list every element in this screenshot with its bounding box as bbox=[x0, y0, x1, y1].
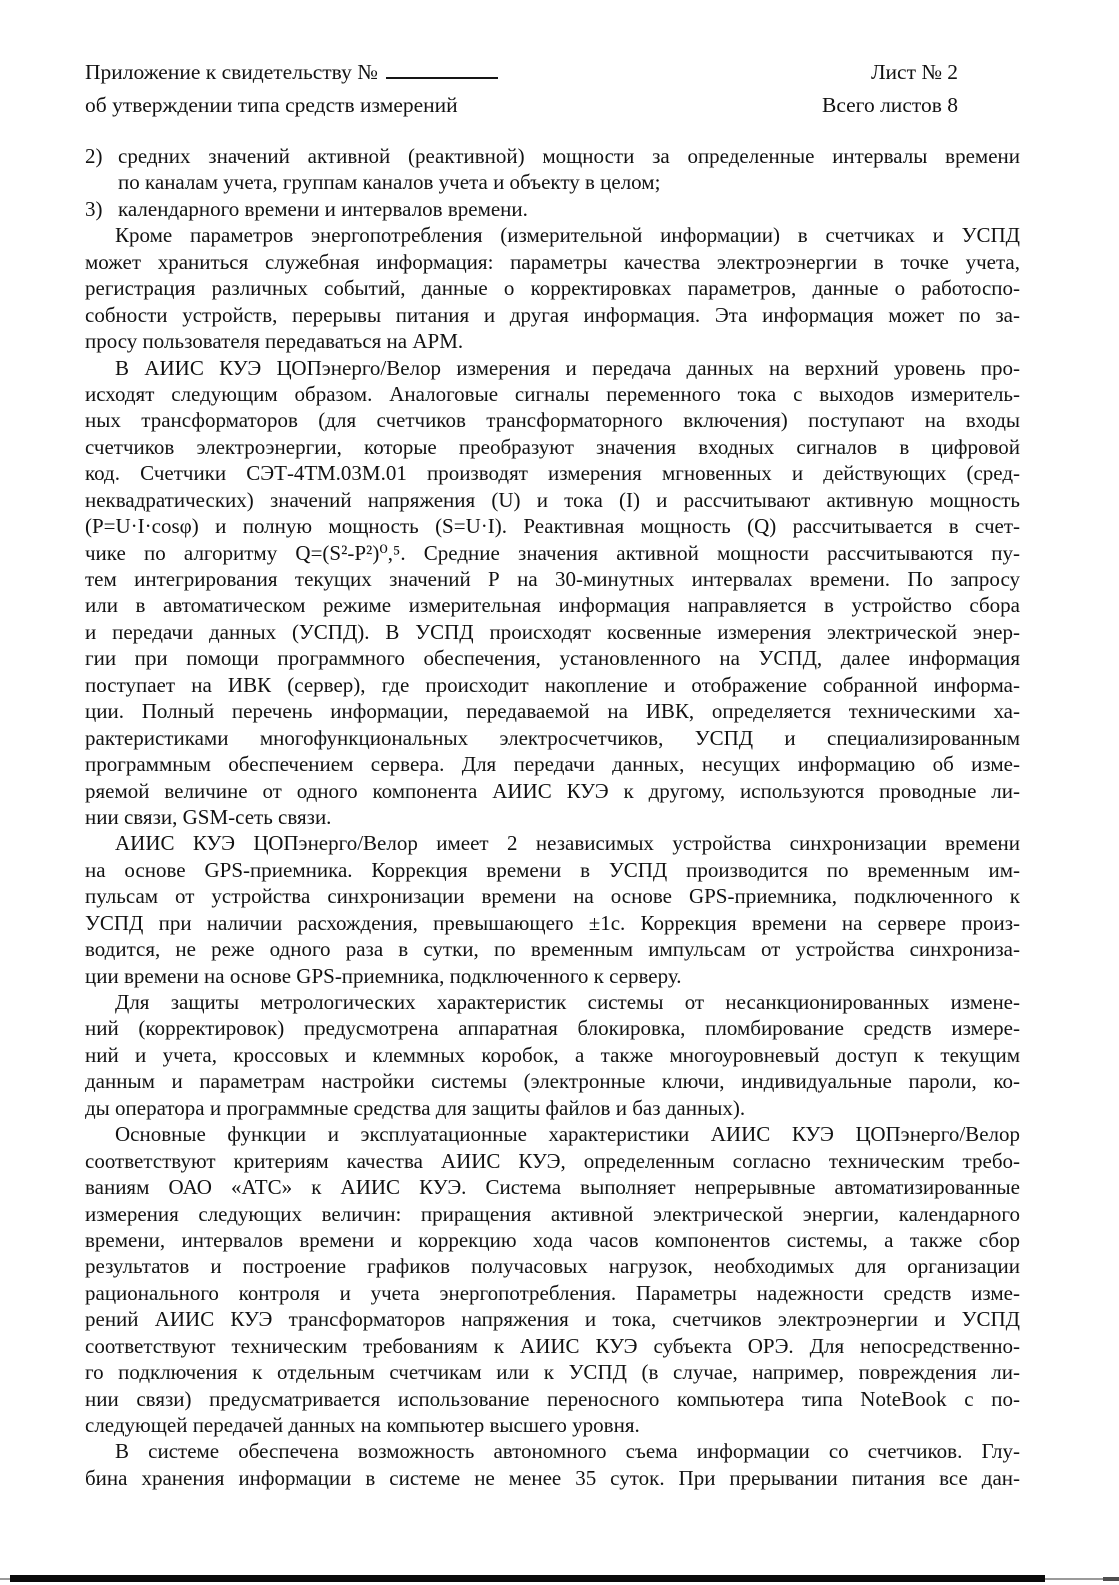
text-line: тем интегрирования текущих значений Р на 30-минутных интервалах времени. По запросу bbox=[85, 567, 1020, 591]
text-line: водится, не реже одного раза в сутки, по временным импульсам от устройства синхрониза- bbox=[85, 937, 1020, 962]
appendix-label: Приложение к свидетельству № bbox=[85, 60, 378, 84]
paragraph bbox=[85, 222, 1020, 354]
text-line: ний и учета, кроссовых и клеммных коробок, а также многоуровневый доступ к текущим bbox=[85, 1042, 1020, 1067]
text-line: (P=U·I·cosφ) и полную мощность (S=U·I). Реактивная мощность (Q) рассчитывается в счет- bbox=[85, 514, 1020, 539]
text-line: ции времени на основе GPS-приемника, подключенного к серверу. bbox=[85, 963, 682, 988]
text-line: собности устройств, перерывы питания и другая информация. Эта информация может по за- bbox=[85, 302, 1020, 327]
text-line: гии при помощи программного обеспечения, установленного на УСПД, далее информация bbox=[85, 646, 1020, 671]
page-header bbox=[85, 56, 1020, 122]
certificate-number-blank bbox=[386, 59, 498, 79]
text-line: средних значений активной (реактивной) мощности за определенные интервалы времени bbox=[118, 144, 1020, 168]
text-line: АИИС КУЭ ЦОПэнерго/Велор имеет 2 независимых устройства синхронизации времени bbox=[115, 831, 1020, 856]
text-line: просу пользователя передаваться на АРМ. bbox=[85, 329, 464, 354]
text-line: В системе обеспечена возможность автономного съема информации со счетчиков. Глу- bbox=[115, 1439, 1020, 1464]
total-sheets: Всего листов 8 bbox=[821, 93, 958, 117]
text-line: поступает на ИВК (сервер), где происходит накопление и отображение собранной информа- bbox=[85, 672, 1020, 697]
text-line: ний (корректировок) предусмотрена аппаратная блокировка, пломбирование средств измере- bbox=[85, 1016, 1020, 1041]
header-appendix-line bbox=[85, 56, 498, 89]
list-item bbox=[85, 196, 1020, 222]
list-marker: 2) bbox=[85, 144, 103, 168]
text-line: Для защиты метрологических характеристик системы от несанкционированных измене- bbox=[115, 990, 1020, 1014]
header-right bbox=[822, 56, 958, 122]
text-line: го подключения к отдельным счетчикам или к УСПД (в случае, например, повреждения ли- bbox=[85, 1360, 1020, 1385]
text-line: неквадратических) значений напряжения (U) и тока (I) и рассчитывают активную мощность bbox=[85, 487, 1020, 512]
text-line: ции. Полный перечень информации, передаваемой на ИВК, определяется техническими ха- bbox=[85, 699, 1020, 724]
paragraph bbox=[85, 989, 1020, 1121]
text-line: данным и параметрам настройки системы (электронные ключи, индивидуальные пароли, ко- bbox=[85, 1069, 1020, 1094]
text-line: бина хранения информации в системе не менее 35 суток. При прерывании питания все дан- bbox=[85, 1465, 1020, 1490]
text-line: календарного времени и интервалов времени. bbox=[118, 196, 528, 221]
paragraph bbox=[85, 1121, 1020, 1438]
text-line: исходят следующим образом. Аналоговые сигналы переменного тока с выходов измеритель- bbox=[85, 381, 1020, 406]
text-line: рений АИИС КУЭ трансформаторов напряжения и тока, счетчиков электроэнергии и УСПД bbox=[85, 1307, 1020, 1332]
appendix-label-line2: об утверждении типа средств измерений bbox=[85, 93, 458, 117]
paragraph bbox=[85, 355, 1020, 831]
text-line: результатов и построение графиков получасовых нагрузок, необходимых для организации bbox=[85, 1254, 1020, 1279]
text-line: или в автоматическом режиме измерительная информация направляется в устройство сбора bbox=[85, 593, 1020, 618]
text-line: ряемой величине от одного компонента АИИС КУЭ к другому, используются проводные ли- bbox=[85, 778, 1020, 803]
text-line: соответствуют техническим требованиям к АИИС КУЭ субъекта ОРЭ. Для непосредственно- bbox=[85, 1333, 1020, 1358]
text-line: код. Счетчики СЭТ-4ТМ.03М.01 производят измерения мгновенных и действующих (сред- bbox=[85, 461, 1020, 486]
text-line: и передачи данных (УСПД). В УСПД происходят косвенные измерения электрической энер- bbox=[85, 619, 1020, 644]
text-line: следующей передачей данных на компьютер высшего уровня. bbox=[85, 1413, 640, 1437]
text-line: измерения следующих величин: приращения активной электрической энергии, календарного bbox=[85, 1201, 1020, 1226]
text-line: В АИИС КУЭ ЦОПэнерго/Велор измерения и передача данных на верхний уровень про- bbox=[115, 355, 1020, 380]
scan-edge-artifact-bar bbox=[10, 1575, 1045, 1582]
text-line: Кроме параметров энергопотребления (измерительной информации) в счетчиках и УСПД bbox=[115, 223, 1020, 248]
paragraph bbox=[85, 830, 1020, 989]
text-line: на основе GPS-приемника. Коррекция времени в УСПД производится по временным им- bbox=[85, 857, 1020, 882]
text-line: рактеристиками многофункциональных электросчетчиков, УСПД и специализированным bbox=[85, 725, 1020, 750]
text-line: времени, интервалов времени и коррекцию хода часов компонентов системы, а также сбор bbox=[85, 1227, 1020, 1252]
list-marker: 3) bbox=[85, 196, 103, 221]
document-body bbox=[85, 143, 1020, 1491]
text-line: программным обеспечением сервера. Для передачи данных, несущих информацию об изме- bbox=[85, 752, 1020, 777]
text-line: нии связи) предусматривается использование переносного компьютера типа NoteBook с по- bbox=[85, 1386, 1020, 1411]
text-line: ных трансформаторов (для счетчиков трансформаторного включения) поступают на входы bbox=[85, 408, 1020, 433]
text-line: может храниться служебная информация: параметры качества электроэнергии в точке учета, bbox=[85, 249, 1020, 274]
text-line: Основные функции и эксплуатационные характеристики АИИС КУЭ ЦОПэнерго/Велор bbox=[115, 1122, 1020, 1147]
text-line: соответствуют критериям качества АИИС КУЭ, определенным согласно техническим требо- bbox=[85, 1148, 1020, 1173]
text-line: регистрация различных событий, данные о корректировках параметров, данные о работоспо- bbox=[85, 276, 1020, 301]
scan-edge-artifact-stub bbox=[1103, 1577, 1119, 1581]
text-line: ваниям ОАО «АТС» к АИИС КУЭ. Система выполняет непрерывные автоматизированные bbox=[85, 1175, 1020, 1200]
text-line: пульсам от устройства синхронизации времени на основе GPS-приемника, подключенного к bbox=[85, 884, 1020, 909]
page-content bbox=[85, 56, 1020, 1491]
paragraph bbox=[85, 1438, 1020, 1491]
text-line: ды оператора и программные средства для защиты файлов и баз данных). bbox=[85, 1095, 746, 1120]
text-line: УСПД при наличии расхождения, превышающего ±1с. Коррекция времени на сервере произ- bbox=[85, 910, 1020, 935]
list-item bbox=[85, 143, 1020, 196]
text-line: нии связи, GSM-сеть связи. bbox=[85, 804, 332, 829]
text-line: по каналам учета, группам каналов учета и объекту в целом; bbox=[118, 170, 661, 195]
text-line: рационального контроля и учета энергопотребления. Параметры надежности средств изме- bbox=[85, 1280, 1020, 1305]
text-line: чике по алгоритму Q=(S²-P²)⁰,⁵. Средние значения активной мощности рассчитываются пу- bbox=[85, 540, 1020, 565]
text-line: счетчиков электроэнергии, которые преобразуют значения входных сигналов в цифровой bbox=[85, 434, 1020, 459]
header-left bbox=[85, 56, 498, 122]
sheet-number: Лист № 2 bbox=[870, 60, 958, 84]
